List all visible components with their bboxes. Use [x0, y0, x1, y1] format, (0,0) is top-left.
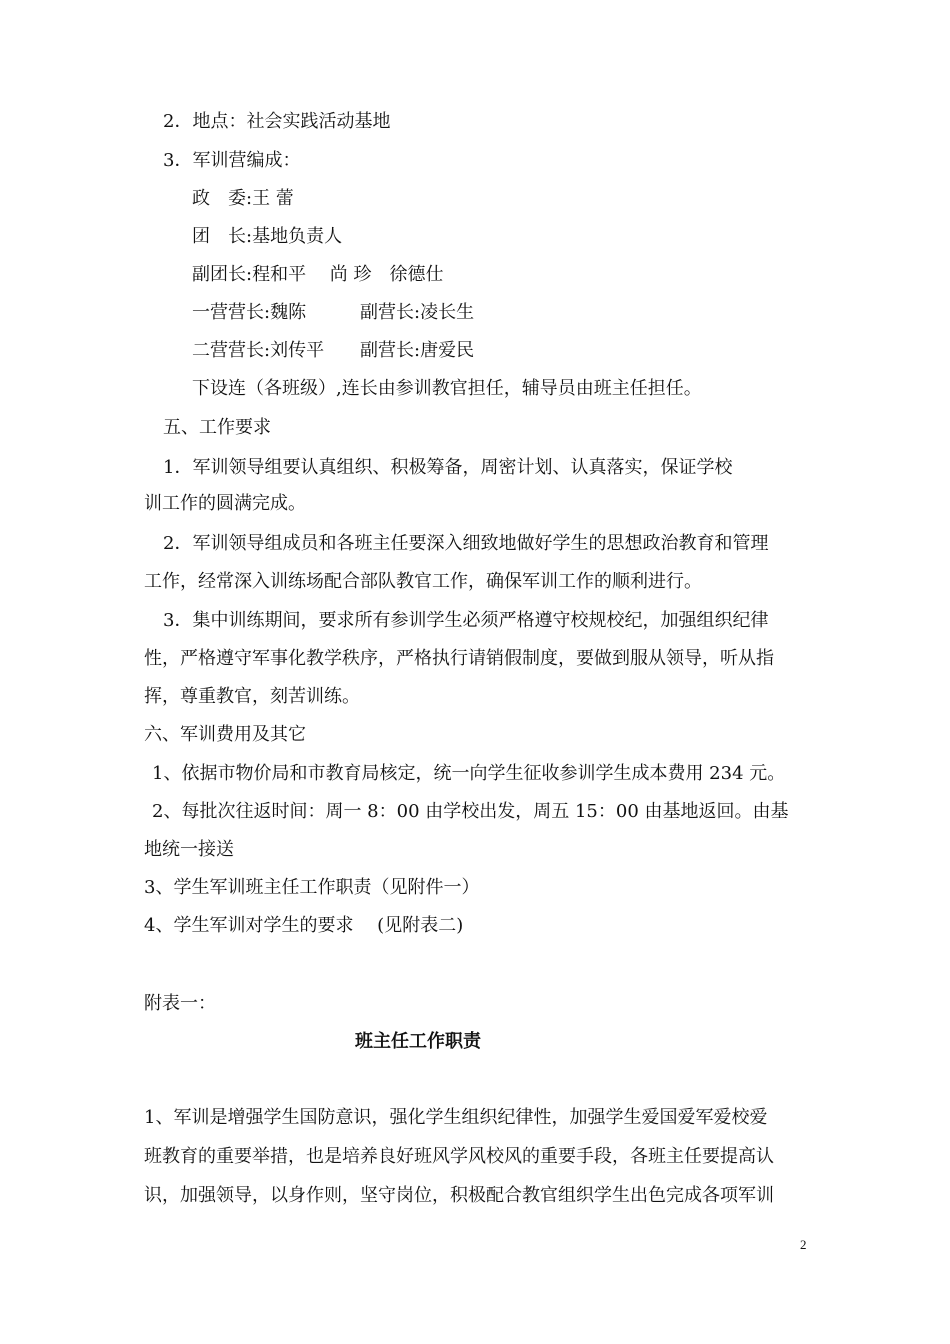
item-camp-organization: 3．军训营编成： — [163, 150, 301, 171]
requirement-2-line2: 工作，经常深入训练场配合部队教官工作，确保军训工作的顺利进行。 — [144, 571, 702, 592]
fee-item-2-line1: 2、每批次往返时间：周一 8：00 由学校出发，周五 15：00 由基地返回。由基 — [152, 801, 789, 822]
requirement-1-line2: 训工作的圆满完成。 — [144, 493, 306, 514]
requirement-3-line2: 性，严格遵守军事化教学秩序，严格执行请销假制度，要做到服从领导，听从指 — [144, 648, 774, 669]
duty-1-line1: 1、军训是增强学生国防意识，强化学生组织纪律性，加强学生爱国爱军爱校爱 — [144, 1107, 768, 1128]
item-location: 2．地点：社会实践活动基地 — [163, 111, 391, 132]
fee-item-1: 1、依据市物价局和市教育局核定，统一向学生征收参训学生成本费用 234 元。 — [152, 763, 786, 784]
company-setup-line: 下设连（各班级）,连长由参训教官担任，辅导员由班主任担任。 — [192, 378, 702, 399]
deputy-commander-line: 副团长:程和平 尚 珍 徐德仕 — [192, 264, 444, 285]
commander-line: 团 长:基地负责人 — [192, 226, 343, 247]
battalion1-deputy: 副营长:凌长生 — [360, 302, 475, 323]
requirement-3-line3: 挥，尊重教官，刻苦训练。 — [144, 686, 360, 707]
fee-item-2-line2: 地统一接送 — [144, 839, 234, 860]
requirement-1-line1: 1．军训领导组要认真组织、积极筹备，周密计划、认真落实，保证学校 — [163, 457, 733, 478]
requirement-2-line1: 2．军训领导组成员和各班主任要深入细致地做好学生的思想政治教育和管理 — [163, 533, 769, 554]
section-fees-other: 六、军训费用及其它 — [144, 724, 306, 745]
fee-item-3: 3、学生军训班主任工作职责（见附件一） — [144, 877, 480, 898]
section-work-requirements: 五、工作要求 — [163, 417, 271, 438]
battalion2-commander: 二营营长:刘传平 — [192, 340, 325, 361]
page-number: 2 — [800, 1237, 807, 1252]
battalion2-deputy: 副营长:唐爱民 — [360, 340, 475, 361]
appendix-title: 班主任工作职责 — [355, 1031, 481, 1052]
battalion1-commander: 一营营长:魏陈 — [192, 302, 307, 323]
requirement-3-line1: 3．集中训练期间，要求所有参训学生必须严格遵守校规校纪，加强组织纪律 — [163, 610, 769, 631]
fee-item-4: 4、学生军训对学生的要求 (见附表二) — [144, 915, 464, 936]
commissar-line: 政 委:王 蕾 — [192, 188, 294, 209]
duty-1-line3: 识，加强领导，以身作则，坚守岗位，积极配合教官组织学生出色完成各项军训 — [144, 1185, 774, 1206]
appendix-label: 附表一： — [144, 993, 216, 1014]
duty-1-line2: 班教育的重要举措，也是培养良好班风学风校风的重要手段，各班主任要提高认 — [144, 1146, 774, 1167]
